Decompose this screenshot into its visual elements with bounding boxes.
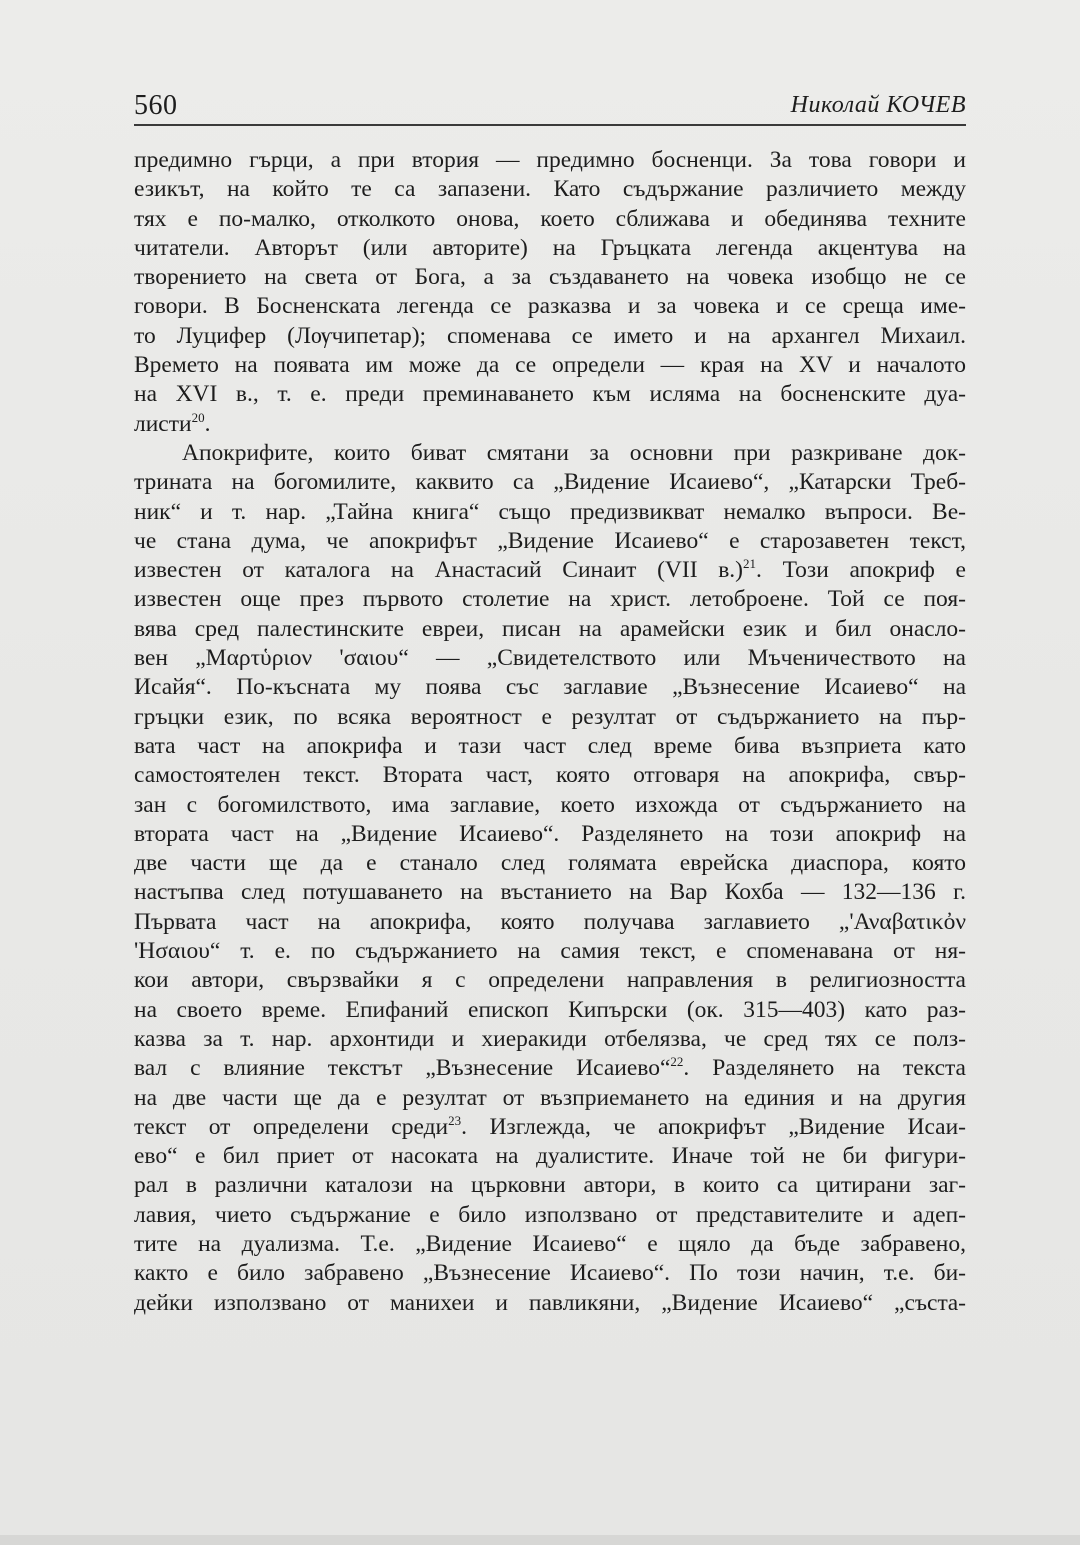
text-line (134, 410, 966, 439)
text-fragment: . (204, 410, 211, 437)
text-line: гръцки език, по всяка вероятност е резултат от съдържанието на пър- (134, 703, 966, 730)
text-fragment: . Изглежда, че апокрифът „Видение Исаи- (461, 1113, 966, 1140)
text-line: на XVI в., т. е. преди преминаването към исляма на босненските дуа- (134, 381, 966, 408)
footnote-ref: 22 (670, 1054, 684, 1070)
text-line: че стана дума, че апокрифът „Видение Исаиево“ е старозаветен текст, (134, 527, 966, 554)
text-line: ник“ и т. нар. „Тайна книга“ също предизвикват немалко въпроси. Ве- (134, 498, 966, 525)
text-line: ево“ е бил приет от насоката на дуалистите. Иначе той не би фигури- (134, 1143, 966, 1170)
text-fragment: текст от определени среди (134, 1113, 449, 1140)
running-head-author: Николай КОЧЕВ (790, 92, 966, 118)
text-line: тите на дуализма. Т.е. „Видение Исаиево“ е щяло да бъде забравено, (134, 1230, 966, 1257)
text-line: Апокрифите, които биват смятани за основни при разкриване док- (182, 439, 966, 466)
text-line: езикът, на който те са запазени. Като съдържание различието между (134, 176, 966, 203)
text-line: вява сред палестинските евреи, писан на арамейски език и бил онасло- (134, 615, 966, 642)
text-fragment: . Този апокриф е (756, 557, 966, 584)
text-line: трината на богомилите, каквито са „Видение Исаиево“, „Катарски Треб- (134, 469, 966, 496)
text-line: дейки използвано от манихеи и павликяни, „Видение Исаиево“ „състa- (134, 1289, 966, 1316)
header-rule (134, 124, 966, 126)
text-fragment: вал с влияние текстът „Възнесение Исаиево“ (134, 1055, 671, 1082)
text-line: тях е по-малко, отколкото онова, което сближава и обединява техните (134, 205, 966, 232)
text-line: говори. В Босненската легенда се разказва и за човека и се среща име- (134, 293, 966, 320)
text-line: читатели. Авторът (или авторите) на Гръцката легенда акцентува на (134, 234, 966, 261)
text-line: на две части ще да е резултат от възприемането на единия и на другия (134, 1084, 966, 1111)
text-line (134, 1054, 966, 1083)
text-line: самостоятелен текст. Втората част, която отговаря на апокрифа, свър- (134, 762, 966, 789)
body-text (134, 146, 966, 1318)
text-fragment: листи (134, 410, 192, 437)
text-line: две части ще да е станало след голямата еврейска диаспора, която (134, 850, 966, 877)
text-fragment: . Разделянето на текста (683, 1055, 966, 1082)
text-line: казва за т. нар. архонтиди и хиеракиди отбелязва, че сред тях се полз- (134, 1025, 966, 1052)
footnote-ref: 21 (743, 556, 757, 572)
text-line: на своето време. Епифаний епископ Кипърски (ок. 315—403) като раз- (134, 996, 966, 1023)
text-line: творението на света от Бога, а за създаването на човека изобщо не се (134, 264, 966, 291)
text-line: вен „Μαρτὑριον 'σαιου“ — „Свидетелството или Мъченичеството на (134, 645, 966, 672)
text-fragment: известен от каталога на Анастасий Синаит (VII в.) (134, 557, 744, 584)
text-line: зан с богомилството, има заглавие, което изхожда от съдържанието на (134, 791, 966, 818)
text-line: лавия, чието съдържание е било използвано от представителите и адеп- (134, 1201, 966, 1228)
text-line (134, 1113, 966, 1142)
text-line: предимно гърци, а при втория — предимно босненци. За това говори и (134, 147, 966, 173)
text-line: 'Ησαιου“ т. е. по съдържанието на самия текст, е споменавана от ня- (134, 938, 966, 965)
text-line (134, 556, 966, 585)
page-number: 560 (134, 90, 178, 121)
text-line: вата част на апокрифа и тази част след време бива възприета като (134, 732, 966, 759)
footnote-ref: 23 (448, 1112, 462, 1128)
page-bottom-edge (0, 1535, 1080, 1545)
text-line: кои автори, свързвайки я с определени направления в религиозността (134, 967, 966, 994)
text-line: Времето на появата им може да се определи — края на XV и началото (134, 352, 966, 379)
text-line: настъпва след потушаването на въстанието на Вар Кохба — 132—136 г. (134, 879, 966, 906)
page-header (134, 86, 966, 126)
text-line: Първата част на апокрифа, която получава заглавието „'Αναβατικὀν (134, 908, 966, 935)
text-line: както е било забравено „Възнесение Исаиево“. По този начин, т.е. би- (134, 1260, 966, 1287)
text-line: то Луцифер (Лѹчипетар); споменава се името и на архангел Михаил. (134, 322, 966, 349)
text-line: рал в различни каталози на църковни автори, в които са цитирани заг- (134, 1172, 966, 1199)
text-line: втората част на „Видение Исаиево“. Разделянето на този апокриф на (134, 820, 966, 847)
text-line: Исайя“. По-късната му поява със заглавие „Възнесение Исаиево“ на (134, 674, 966, 701)
footnote-ref: 20 (191, 409, 205, 425)
text-line: известен още през първото столетие на христ. летоброене. Той се поя- (134, 586, 966, 613)
